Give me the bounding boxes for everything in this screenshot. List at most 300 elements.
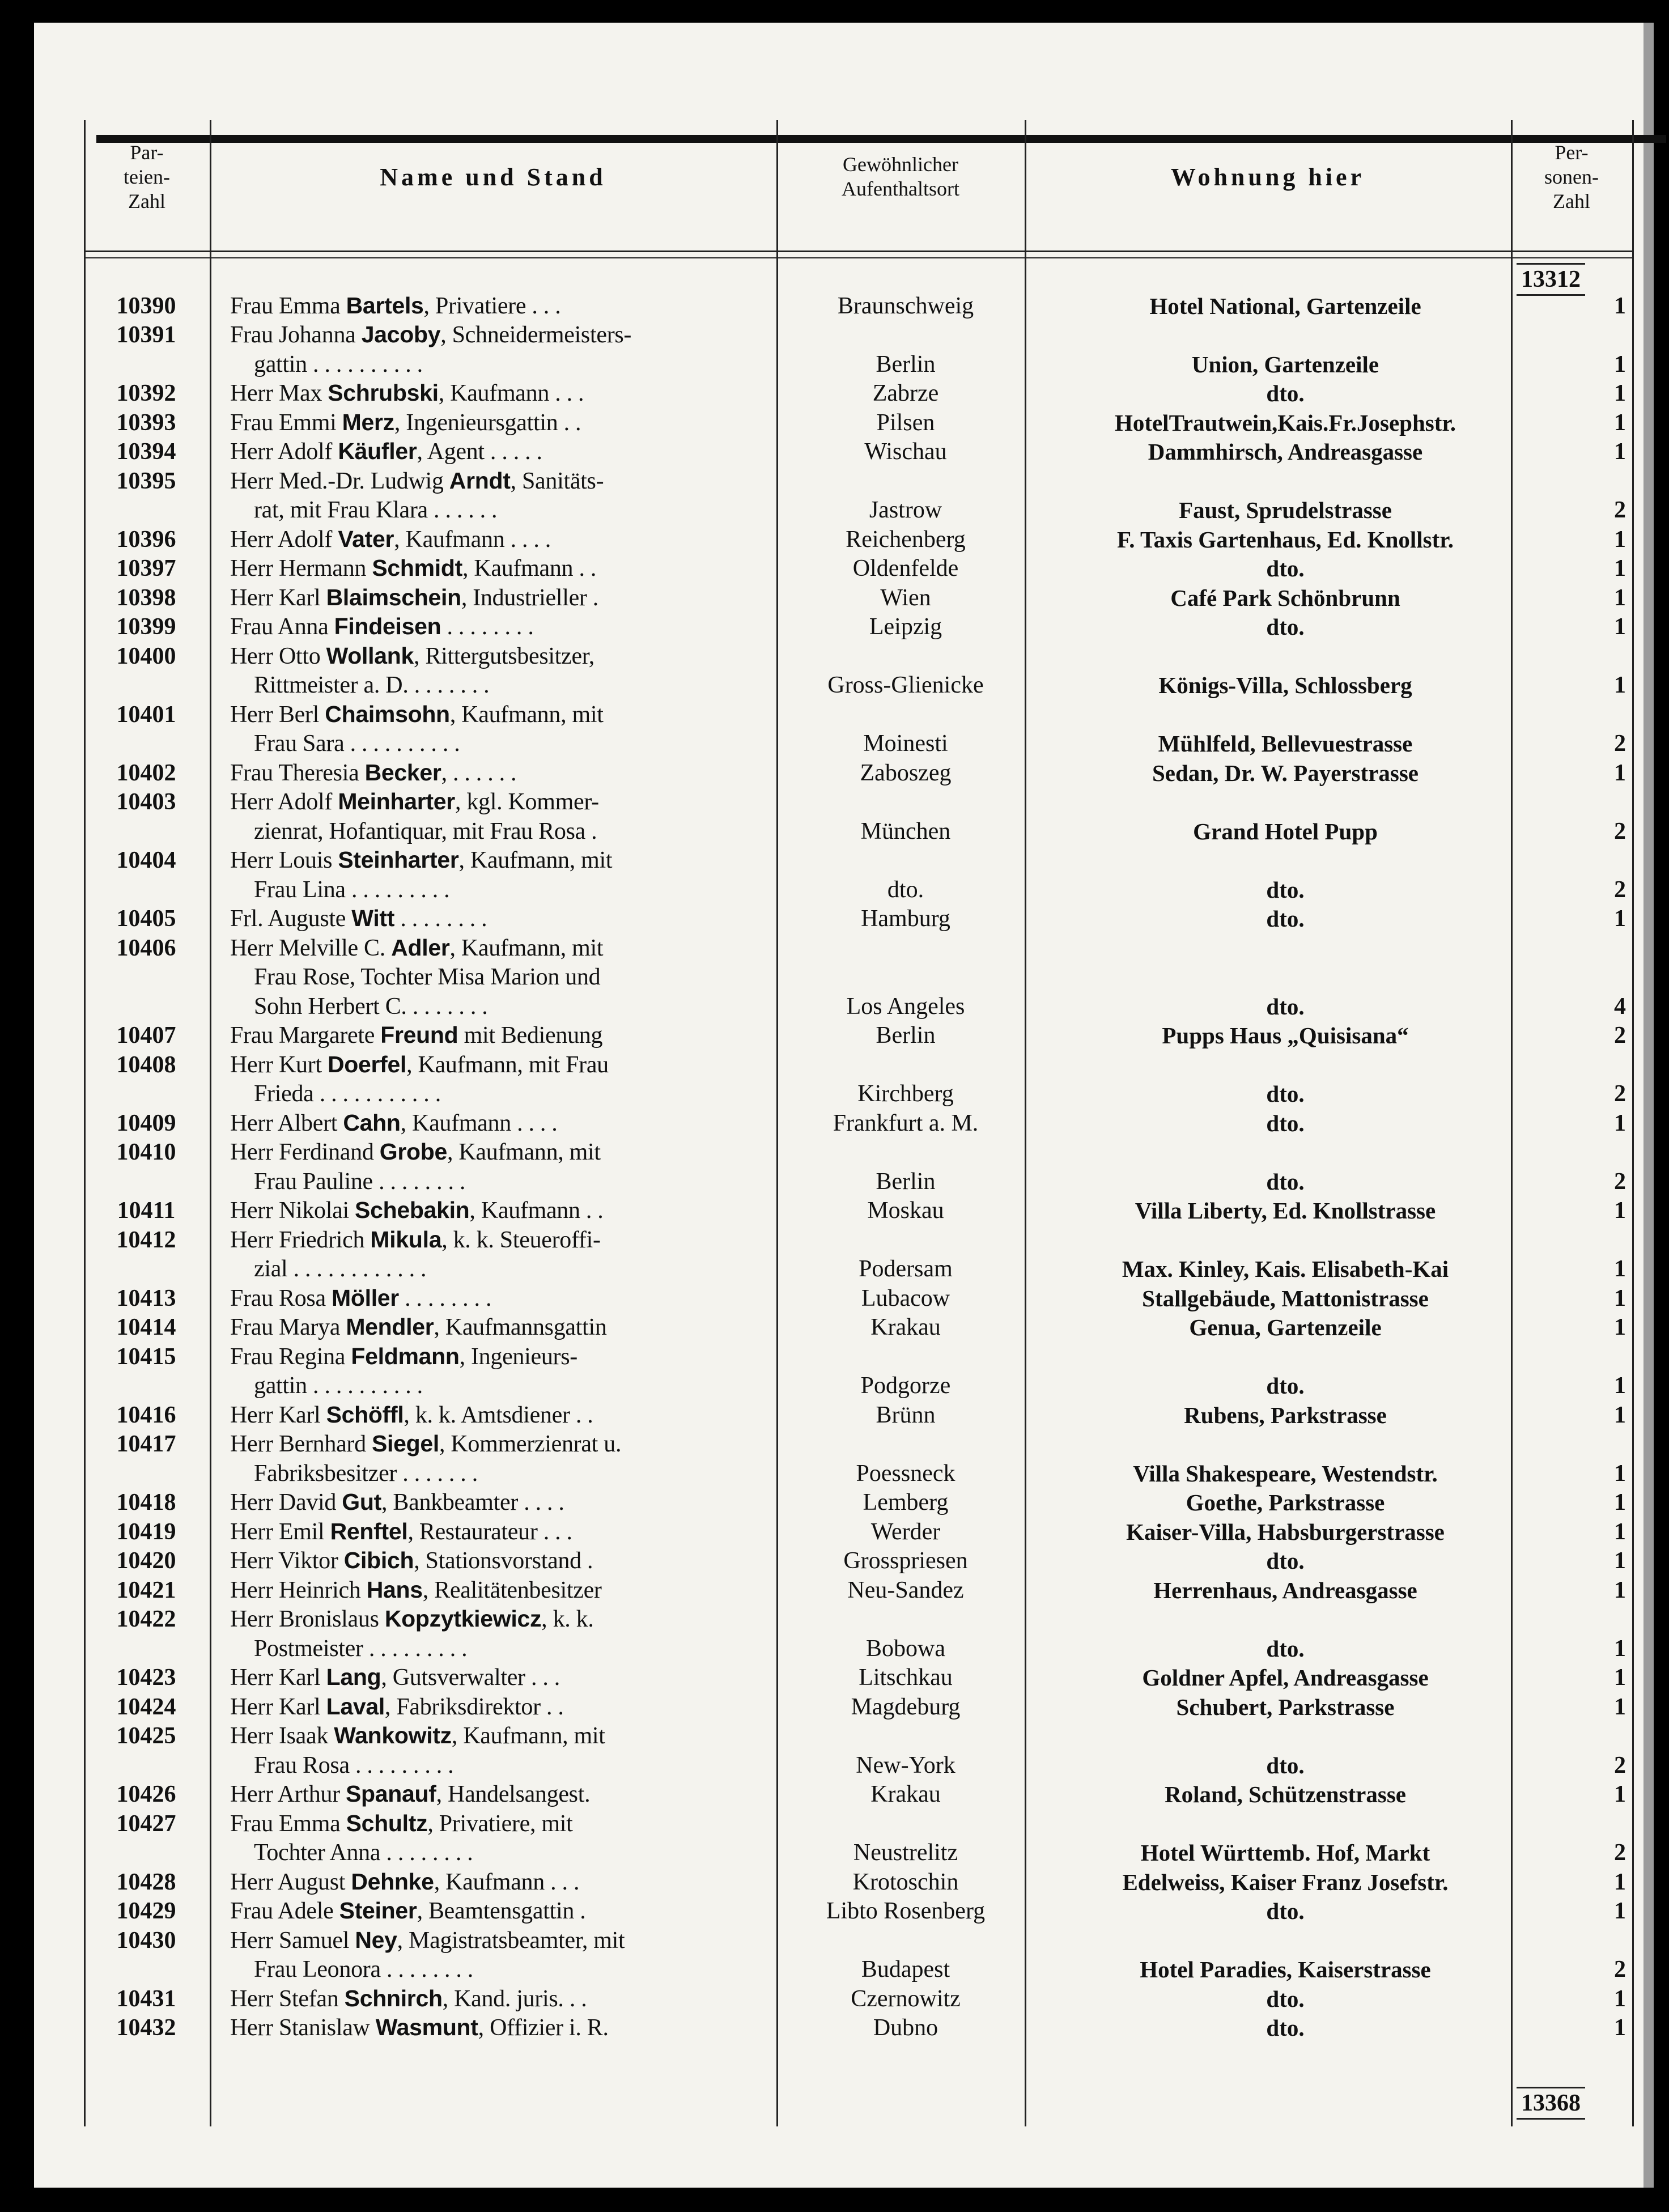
person-count: 1 xyxy=(1614,1110,1626,1136)
residence: Los Angeles xyxy=(846,993,965,1020)
address: Herrenhaus, Andreasgasse xyxy=(1153,1577,1417,1603)
name-suffix: , Kaufmann . . . . xyxy=(400,1110,558,1136)
header-name xyxy=(210,120,776,233)
name-prefix: Frau Emma xyxy=(230,1810,346,1837)
surname: Siegel xyxy=(372,1430,439,1457)
name-suffix: . . . . . . . . xyxy=(441,614,534,640)
name-line xyxy=(230,701,836,728)
name-line xyxy=(230,409,836,436)
residence: Neu-Sandez xyxy=(847,1577,964,1603)
person-count: 1 xyxy=(1614,1518,1626,1545)
name-suffix: , Privatiere . . . xyxy=(423,292,561,319)
address: dto. xyxy=(1266,993,1305,1020)
name-prefix: Herr Karl xyxy=(230,1402,326,1428)
name-line xyxy=(230,1197,836,1224)
surname: Spanauf xyxy=(346,1781,436,1807)
residence: Berlin xyxy=(876,1168,936,1195)
name-prefix: Herr Kurt xyxy=(230,1051,328,1078)
residence: Brünn xyxy=(876,1402,936,1428)
name-continuation: Frau Pauline . . . . . . . . xyxy=(254,1168,466,1195)
name-line xyxy=(230,1722,836,1750)
name-suffix: , Magistratsbeamter, mit xyxy=(397,1927,625,1954)
name-continuation: Postmeister . . . . . . . . . xyxy=(254,1635,468,1662)
header-number-text: Par- teien- Zahl xyxy=(124,141,170,213)
person-count: 1 xyxy=(1614,1577,1626,1603)
name-line xyxy=(230,1051,836,1079)
person-count: 1 xyxy=(1614,672,1626,698)
person-count: 2 xyxy=(1614,1956,1626,1982)
person-count: 1 xyxy=(1614,614,1626,640)
name-prefix: Frau Rosa xyxy=(230,1285,332,1311)
name-prefix: Herr Max xyxy=(230,380,328,406)
name-line xyxy=(230,1139,836,1166)
residence: dto. xyxy=(887,876,924,903)
residence: Litschkau xyxy=(859,1665,953,1691)
name-continuation: Frau Rosa . . . . . . . . . xyxy=(254,1752,454,1778)
residence: Oldenfelde xyxy=(852,555,959,581)
name-line xyxy=(230,1430,836,1458)
name-suffix: . . . . . . . . xyxy=(394,906,487,932)
party-number: 10428 xyxy=(116,1869,176,1895)
party-number: 10396 xyxy=(116,526,176,553)
person-count: 2 xyxy=(1614,1840,1626,1866)
party-number: 10429 xyxy=(116,1898,176,1924)
person-count: 1 xyxy=(1614,1781,1626,1807)
name-line xyxy=(230,1927,836,1954)
name-line xyxy=(230,1985,836,2013)
address: Genua, Gartenzeile xyxy=(1189,1314,1382,1340)
name-continuation: Frau Sara . . . . . . . . . . xyxy=(254,731,460,757)
name-prefix: Herr Bernhard xyxy=(230,1431,372,1457)
name-continuation: gattin . . . . . . . . . . xyxy=(254,351,423,377)
person-count: 1 xyxy=(1614,2015,1626,2041)
name-continuation: zienrat, Hofantiquar, mit Frau Rosa . xyxy=(254,818,597,844)
address: Hotel Württemb. Hof, Markt xyxy=(1140,1840,1430,1866)
surname: Kopzytkiewicz xyxy=(384,1606,542,1632)
surname: Doerfel xyxy=(327,1051,407,1077)
residence: Hamburg xyxy=(861,906,950,932)
surname: Schebakin xyxy=(355,1197,470,1223)
address: dto. xyxy=(1266,906,1305,932)
party-number: 10407 xyxy=(116,1022,176,1048)
party-number: 10418 xyxy=(116,1489,176,1515)
name-suffix: , Gutsverwalter . . . xyxy=(381,1665,560,1691)
address: Grand Hotel Pupp xyxy=(1193,818,1378,844)
party-number: 10404 xyxy=(116,847,176,873)
address: Goldner Apfel, Andreasgasse xyxy=(1142,1665,1429,1691)
name-prefix: Herr David xyxy=(230,1489,342,1515)
person-count: 2 xyxy=(1614,731,1626,757)
name-line xyxy=(230,935,836,962)
address: Kaiser-Villa, Habsburgerstrasse xyxy=(1126,1518,1445,1545)
name-line xyxy=(230,905,836,932)
surname: Cahn xyxy=(343,1109,401,1136)
party-number: 10402 xyxy=(116,759,176,786)
residence: Berlin xyxy=(876,1022,936,1048)
address: dto. xyxy=(1266,1985,1305,2012)
surname: Schmidt xyxy=(372,555,462,581)
name-suffix: , Privatiere, mit xyxy=(427,1810,573,1837)
party-number: 10412 xyxy=(116,1226,176,1253)
surname: Becker xyxy=(364,759,441,786)
name-line xyxy=(230,1226,836,1254)
person-count: 1 xyxy=(1614,1489,1626,1515)
person-count: 1 xyxy=(1614,1985,1626,2012)
party-number: 10400 xyxy=(116,643,176,669)
name-prefix: Herr Bronislaus xyxy=(230,1606,385,1632)
party-number: 10423 xyxy=(116,1665,176,1691)
residence: Czernowitz xyxy=(851,1985,961,2012)
name-line xyxy=(230,584,836,612)
address: Königs-Villa, Schlossberg xyxy=(1158,672,1412,698)
name-continuation: Frieda . . . . . . . . . . . xyxy=(254,1081,441,1107)
person-count: 1 xyxy=(1614,1548,1626,1574)
person-count: 1 xyxy=(1614,1665,1626,1691)
person-count: 1 xyxy=(1614,1314,1626,1340)
person-count: 1 xyxy=(1614,351,1626,377)
name-suffix: , kgl. Kommer- xyxy=(455,789,599,815)
name-line xyxy=(230,1285,836,1312)
name-line xyxy=(230,613,836,640)
party-number: 10422 xyxy=(116,1606,176,1632)
surname: Jacoby xyxy=(361,321,441,347)
address: Mühlfeld, Bellevuestrasse xyxy=(1158,731,1413,757)
residence: Podersam xyxy=(859,1256,953,1282)
name-prefix: Frau Emma xyxy=(230,292,346,319)
name-line xyxy=(230,438,836,465)
party-number: 10405 xyxy=(116,906,176,932)
residence: München xyxy=(860,818,951,844)
name-line xyxy=(230,526,836,553)
name-prefix: Herr Heinrich xyxy=(230,1577,367,1603)
residence: Libto Rosenberg xyxy=(826,1898,986,1924)
residence: Braunschweig xyxy=(837,292,974,319)
name-suffix: , Kaufmann, mit xyxy=(458,847,613,873)
party-number: 10431 xyxy=(116,1985,176,2012)
header-residence-text: Gewöhnlicher Aufenthaltsort xyxy=(842,153,959,200)
name-prefix: Herr Friedrich xyxy=(230,1226,371,1253)
name-prefix: Herr Karl xyxy=(230,1665,326,1691)
surname: Grobe xyxy=(379,1139,447,1165)
name-suffix: , Kaufmann . . . . xyxy=(394,526,551,553)
name-continuation: Rittmeister a. D. . . . . . . . xyxy=(254,672,490,698)
name-prefix: Herr Louis xyxy=(230,847,338,873)
residence: Magdeburg xyxy=(851,1693,961,1720)
residence: Grosspriesen xyxy=(843,1548,968,1574)
party-number: 10432 xyxy=(116,2015,176,2041)
residence: Krakau xyxy=(870,1314,941,1340)
party-number: 10391 xyxy=(116,322,176,348)
carried-over-total: 13312 xyxy=(1517,263,1585,296)
party-number: 10430 xyxy=(116,1927,176,1954)
name-suffix: , . . . . . . xyxy=(441,759,517,786)
name-suffix: , Offizier i. R. xyxy=(478,2015,609,2041)
name-prefix: Herr Otto xyxy=(230,643,326,669)
address: dto. xyxy=(1266,1110,1305,1136)
surname: Chaimsohn xyxy=(325,700,450,727)
address: Pupps Haus „Quisisana“ xyxy=(1162,1022,1409,1048)
person-count: 1 xyxy=(1614,1373,1626,1399)
address: dto. xyxy=(1266,614,1305,640)
residence: Moinesti xyxy=(863,731,948,757)
surname: Bartels xyxy=(346,292,424,319)
surname: Renftel xyxy=(330,1518,408,1544)
address: Roland, Schützenstrasse xyxy=(1165,1781,1406,1807)
name-line xyxy=(230,788,836,816)
name-line xyxy=(230,1022,836,1049)
address: dto. xyxy=(1266,555,1305,581)
name-line xyxy=(230,1693,836,1721)
address: dto. xyxy=(1266,1548,1305,1574)
name-prefix: Herr Karl xyxy=(230,584,326,611)
name-prefix: Frau Johanna xyxy=(230,322,362,348)
residence: New-York xyxy=(856,1752,955,1778)
name-suffix: , Kaufmann . . . xyxy=(434,1869,580,1895)
header-persons-text: Per- sonen- Zahl xyxy=(1544,141,1599,213)
name-line xyxy=(230,1547,836,1574)
person-count: 2 xyxy=(1614,1168,1626,1195)
name-prefix: Herr Melville C. xyxy=(230,935,392,961)
surname: Dehnke xyxy=(351,1868,434,1895)
person-count: 1 xyxy=(1614,526,1626,553)
name-prefix: Frau Anna xyxy=(230,614,334,640)
surname: Schultz xyxy=(346,1810,428,1836)
address: dto. xyxy=(1266,1081,1305,1107)
residence: Dubno xyxy=(873,2015,938,2041)
name-suffix: , Rittergutsbesitzer, xyxy=(413,643,594,669)
surname: Hans xyxy=(366,1576,423,1603)
surname: Schnirch xyxy=(344,1985,443,2011)
name-line xyxy=(230,1897,836,1925)
name-line xyxy=(230,1518,836,1546)
name-prefix: Herr Med.-Dr. Ludwig xyxy=(230,468,449,494)
person-count: 1 xyxy=(1614,1898,1626,1924)
name-prefix: Frau Regina xyxy=(230,1343,351,1370)
person-count: 1 xyxy=(1614,1693,1626,1720)
party-number: 10390 xyxy=(116,292,176,319)
surname: Feldmann xyxy=(351,1343,460,1369)
address: dto. xyxy=(1266,1898,1305,1924)
residence: Reichenberg xyxy=(846,526,966,553)
header-name-text: Name und Stand xyxy=(380,163,606,191)
person-count: 1 xyxy=(1614,1256,1626,1282)
header-persons xyxy=(1511,120,1632,233)
name-line xyxy=(230,2014,836,2041)
name-suffix: , Kaufmann, mit xyxy=(449,935,604,961)
surname: Mikula xyxy=(370,1226,442,1253)
residence: Kirchberg xyxy=(857,1081,954,1107)
surname: Freund xyxy=(380,1022,458,1048)
name-suffix: , Bankbeamter . . . . xyxy=(381,1489,564,1515)
surname: Vater xyxy=(338,525,394,552)
name-prefix: Herr Stefan xyxy=(230,1985,345,2012)
address: Hotel National, Gartenzeile xyxy=(1149,292,1421,319)
residence: Wischau xyxy=(864,439,947,465)
surname: Adler xyxy=(391,934,450,961)
party-number: 10397 xyxy=(116,555,176,581)
name-suffix: , Kaufmann . . . xyxy=(438,380,584,406)
name-line xyxy=(230,380,836,407)
residence: Pilsen xyxy=(876,409,935,436)
name-prefix: Frau Marya xyxy=(230,1314,346,1340)
surname: Wankowitz xyxy=(334,1722,452,1748)
name-prefix: Herr Albert xyxy=(230,1110,343,1136)
guest-register-table xyxy=(84,120,1634,2126)
person-count: 2 xyxy=(1614,497,1626,523)
surname: Blaimschein xyxy=(326,584,461,610)
party-number: 10408 xyxy=(116,1051,176,1078)
person-count: 1 xyxy=(1614,380,1626,406)
header-address-text: Wohnung hier xyxy=(1170,163,1365,191)
residence: Poessneck xyxy=(856,1460,955,1487)
surname: Gut xyxy=(342,1489,381,1515)
person-count: 1 xyxy=(1614,1198,1626,1224)
name-prefix: Herr Karl xyxy=(230,1693,326,1720)
name-line xyxy=(230,1110,836,1137)
name-line xyxy=(230,1664,836,1691)
person-count: 2 xyxy=(1614,818,1626,844)
header-residence xyxy=(776,120,1025,233)
header-rule xyxy=(84,251,1634,252)
name-prefix: Herr August xyxy=(230,1869,351,1895)
residence: Neustrelitz xyxy=(853,1840,958,1866)
person-count: 1 xyxy=(1614,439,1626,465)
surname: Meinharter xyxy=(338,788,455,814)
party-number: 10406 xyxy=(116,935,176,961)
person-count: 1 xyxy=(1614,1869,1626,1895)
surname: Steinharter xyxy=(338,847,459,873)
surname: Möller xyxy=(332,1284,399,1311)
name-prefix: Herr Nikolai xyxy=(230,1198,355,1224)
name-line xyxy=(230,321,836,349)
name-line xyxy=(230,1869,836,1896)
residence: Krotoschin xyxy=(852,1869,959,1895)
name-suffix: , Sanitäts- xyxy=(510,468,604,494)
name-line xyxy=(230,1489,836,1516)
address: Max. Kinley, Kais. Elisabeth-Kai xyxy=(1122,1256,1449,1282)
surname: Witt xyxy=(351,905,395,931)
name-prefix: Frau Margarete xyxy=(230,1022,381,1048)
residence: Jastrow xyxy=(869,497,942,523)
name-line xyxy=(230,1314,836,1341)
name-line xyxy=(230,1606,836,1633)
surname: Schöffl xyxy=(326,1401,404,1428)
header-address xyxy=(1025,120,1511,233)
name-suffix: , Realitätenbesitzer xyxy=(422,1577,602,1603)
name-prefix: Herr Adolf xyxy=(230,789,338,815)
name-suffix: , Schneidermeisters- xyxy=(440,322,632,348)
name-prefix: Herr Isaak xyxy=(230,1723,334,1749)
residence: Podgorze xyxy=(860,1373,951,1399)
address: HotelTrautwein,Kais.Fr.Josephstr. xyxy=(1114,409,1456,436)
person-count: 2 xyxy=(1614,1752,1626,1778)
name-suffix: , Kaufmann, mit xyxy=(447,1139,601,1165)
party-number: 10421 xyxy=(116,1577,176,1603)
name-line xyxy=(230,1343,836,1370)
name-prefix: Frau Adele xyxy=(230,1898,339,1924)
address: dto. xyxy=(1266,1635,1305,1662)
person-count: 1 xyxy=(1614,584,1626,611)
person-count: 1 xyxy=(1614,555,1626,581)
surname: Mendler xyxy=(346,1314,434,1340)
name-prefix: Frau Theresia xyxy=(230,759,365,786)
name-suffix: , Ingenieurs- xyxy=(459,1343,577,1370)
name-line xyxy=(230,1810,836,1837)
name-prefix: Herr Ferdinand xyxy=(230,1139,380,1165)
party-number: 10395 xyxy=(116,468,176,494)
surname: Arndt xyxy=(449,467,511,494)
name-suffix: , Kommerzienrat u. xyxy=(439,1431,622,1457)
address: dto. xyxy=(1266,380,1305,406)
residence: Zabrze xyxy=(872,380,939,406)
address: Sedan, Dr. W. Payerstrasse xyxy=(1152,759,1419,786)
party-number: 10403 xyxy=(116,789,176,815)
person-count: 2 xyxy=(1614,1081,1626,1107)
person-count: 2 xyxy=(1614,1022,1626,1048)
name-line xyxy=(230,643,836,670)
name-continuation: Tochter Anna . . . . . . . . xyxy=(254,1840,473,1866)
address: Schubert, Parkstrasse xyxy=(1176,1693,1395,1720)
surname: Käufler xyxy=(338,438,417,464)
name-line xyxy=(230,468,836,495)
address: dto. xyxy=(1266,1373,1305,1399)
name-suffix: , Industrieller . xyxy=(461,584,598,611)
address: Dammhirsch, Andreasgasse xyxy=(1148,439,1423,465)
residence: Lemberg xyxy=(863,1489,949,1515)
name-suffix: , Handelsangest. xyxy=(436,1781,591,1807)
party-number: 10399 xyxy=(116,614,176,640)
person-count: 1 xyxy=(1614,906,1626,932)
residence: Werder xyxy=(870,1518,941,1545)
name-continuation: Frau Lina . . . . . . . . . xyxy=(254,876,450,903)
page-total: 13368 xyxy=(1517,2087,1585,2120)
residence: Zaboszeg xyxy=(860,759,952,786)
name-line xyxy=(230,1402,836,1429)
party-number: 10411 xyxy=(117,1198,176,1224)
residence: Moskau xyxy=(867,1198,944,1224)
column-rule xyxy=(1632,120,1634,2126)
name-continuation: Fabriksbesitzer . . . . . . . xyxy=(254,1460,478,1487)
party-number: 10401 xyxy=(116,701,176,728)
surname: Laval xyxy=(326,1693,385,1719)
address: dto. xyxy=(1266,1752,1305,1778)
address: Stallgebäude, Mattonistrasse xyxy=(1142,1285,1429,1311)
name-suffix: , k. k. Steueroffi- xyxy=(441,1226,601,1253)
party-number: 10409 xyxy=(116,1110,176,1136)
name-suffix: , Kaufmann, mit Frau xyxy=(406,1051,609,1078)
name-suffix: . . . . . . . . xyxy=(398,1285,492,1311)
name-line xyxy=(230,1577,836,1604)
residence: Gross-Glienicke xyxy=(827,672,984,698)
name-suffix: , Beamtensgattin . xyxy=(417,1898,586,1924)
address: Villa Shakespeare, Westendstr. xyxy=(1133,1460,1438,1487)
address: Café Park Schönbrunn xyxy=(1170,584,1400,611)
surname: Ney xyxy=(355,1926,397,1953)
party-number: 10420 xyxy=(116,1548,176,1574)
name-suffix: mit Bedienung xyxy=(458,1022,603,1048)
name-continuation: Sohn Herbert C. . . . . . . . xyxy=(254,993,488,1020)
name-prefix: Herr Viktor xyxy=(230,1548,344,1574)
residence: Leipzig xyxy=(869,614,942,640)
residence: Krakau xyxy=(870,1781,941,1807)
name-suffix: , Kand. juris. . . xyxy=(442,1985,587,2012)
residence: Budapest xyxy=(861,1956,950,1982)
address: Union, Gartenzeile xyxy=(1191,351,1379,377)
person-count: 4 xyxy=(1614,993,1626,1020)
residence: Frankfurt a. M. xyxy=(833,1110,979,1136)
name-continuation: Frau Leonora . . . . . . . . xyxy=(254,1956,474,1982)
name-prefix: Herr Hermann xyxy=(230,555,372,581)
